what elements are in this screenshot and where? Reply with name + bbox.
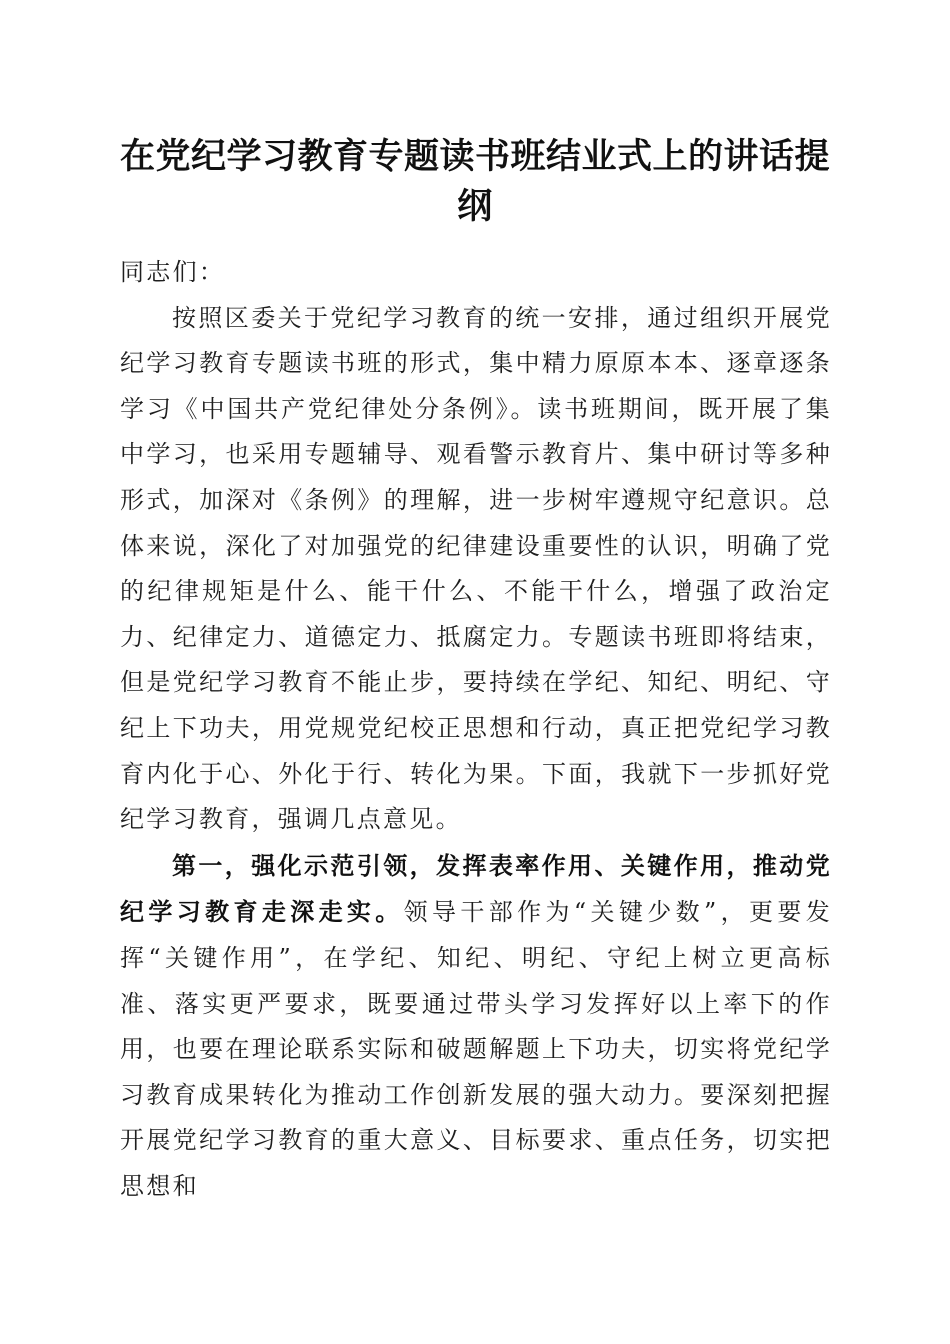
document-title: 在党纪学习教育专题读书班结业式上的讲话提纲 xyxy=(119,136,830,227)
document-body xyxy=(120,250,832,1209)
paragraph-first-point-heading: 第一，强化示范引领，发挥表率作用、关键作用，推动党纪学习教育走深走实。 xyxy=(120,850,832,927)
paragraph-first-point-body: 领导干部作为“关键少数”，更要发挥“关键作用”，在学纪、知纪、明纪、守纪上树立更高标准、落实更严要求，既要通过带头学习发挥好以上率下的作用，也要在理论联系实际和破题解题上下功夫，切实将党纪学习教育成果转化为推动工作创新发展的强大动力。要深刻把握开展党纪学习教育的重大意义、目标要求、重点任务，切实把思想和 xyxy=(120,898,833,1200)
paragraph-intro: 按照区委关于党纪学习教育的统一安排，通过组织开展党纪学习教育专题读书班的形式，集中精力原原本本、逐章逐条学习《中国共产党纪律处分条例》。读书班期间，既开展了集中学习，也采用专题辅导、观看警示教育片、集中研讨等多种形式，加深对《条例》的理解，进一步树牢遵规守纪意识。总体来说，深化了对加强党的纪律建设重要性的认识，明确了党的纪律规矩是什么、能干什么、不能干什么，增强了政治定力、纪律定力、道德定力、抵腐定力。专题读书班即将结束，但是党纪学习教育不能止步，要持续在学纪、知纪、明纪、守纪上下功夫，用党规党纪校正思想和行动，真正把党纪学习教育内化于心、外化于行、转化为果。下面，我就下一步抓好党纪学习教育，强调几点意见。 xyxy=(120,303,832,834)
salutation: 同志们： xyxy=(120,258,226,286)
paragraph-first-point xyxy=(120,843,832,1210)
